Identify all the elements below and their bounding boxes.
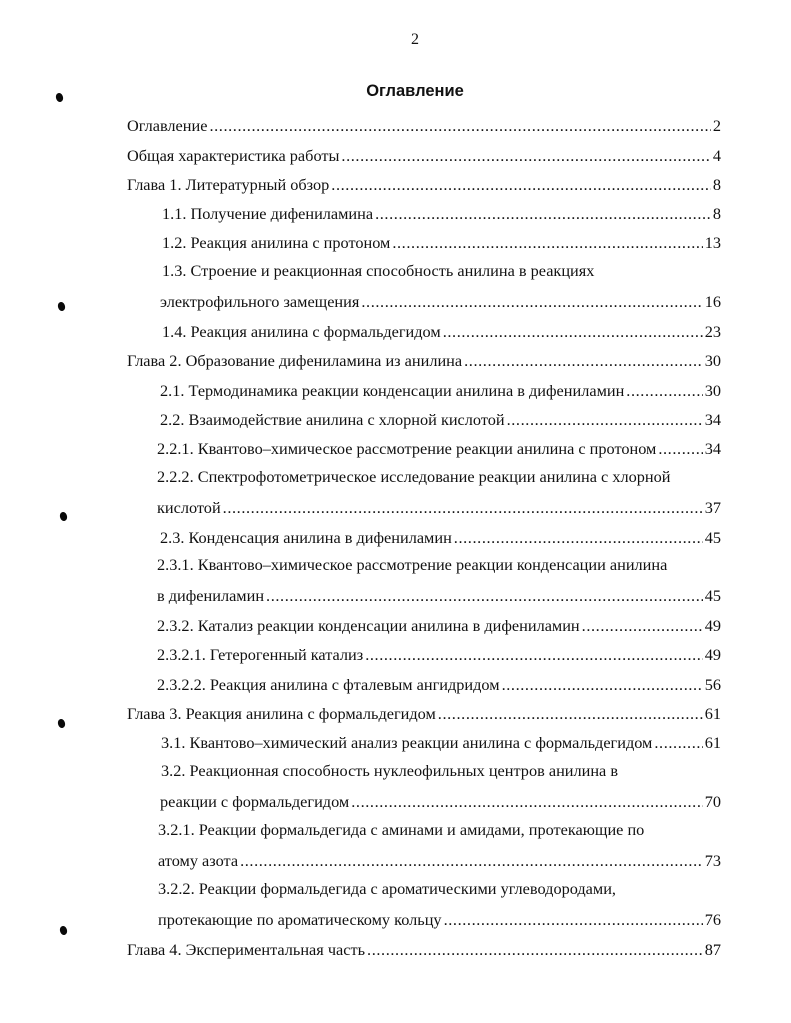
toc-entry-title: 3.1. Квантово–химический анализ реакции анилина с формальдегидом: [161, 733, 653, 752]
toc-entry-title: 1.4. Реакция анилина с формальдегидом: [162, 322, 441, 341]
toc-entry[interactable]: [158, 908, 721, 930]
toc-entry[interactable]: [127, 702, 721, 724]
toc-entry-title-continuation: кислотой: [157, 498, 221, 517]
toc-entry-title: 1.2. Реакция анилина с протоном: [162, 233, 391, 252]
toc-entry[interactable]: [160, 290, 721, 312]
toc-entry[interactable]: [157, 673, 721, 695]
toc-entry-title-continuation: в дифениламин: [157, 586, 265, 605]
toc-entry-page: 8: [712, 175, 721, 194]
toc-entry-title: Глава 2. Образование дифениламина из анилина: [127, 351, 463, 370]
toc-dot-leader: [341, 146, 710, 166]
toc-entry-title-continuation: реакции с формальдегидом: [160, 792, 350, 811]
toc-entry[interactable]: [160, 526, 721, 548]
toc-dot-leader: [464, 351, 703, 371]
toc-entry-page: 34: [704, 410, 721, 429]
toc-entry-page: 45: [704, 528, 721, 547]
toc-entry-page: 16: [704, 292, 721, 311]
toc-entry[interactable]: [127, 173, 721, 195]
toc-entry-page: 8: [712, 204, 721, 223]
toc-entry-page: 49: [704, 616, 721, 635]
toc-entry[interactable]: [127, 938, 721, 960]
toc-entry[interactable]: [127, 349, 721, 371]
toc-entry-title: 2.3.2. Катализ реакции конденсации анилина в дифениламин: [157, 616, 580, 635]
toc-entry-title-line1[interactable]: 1.3. Строение и реакционная способность анилина в реакциях: [162, 261, 595, 280]
toc-entry-title: Глава 1. Литературный обзор: [127, 175, 330, 194]
toc-entry-page: 4: [712, 146, 721, 165]
toc-dot-leader: [392, 233, 702, 253]
toc-entry[interactable]: [157, 614, 721, 636]
toc-entry-title: Оглавление: [127, 116, 208, 135]
toc-entry-page: 30: [704, 351, 721, 370]
toc-dot-leader: [209, 116, 710, 136]
toc-entry-page: 13: [704, 233, 721, 252]
toc-dot-leader: [331, 175, 711, 195]
toc-entry[interactable]: [127, 114, 721, 136]
toc-dot-leader: [507, 410, 703, 430]
toc-entry-title: 2.2.1. Квантово–химическое рассмотрение реакции анилина с протоном: [157, 439, 657, 458]
toc-entry[interactable]: [162, 320, 721, 342]
toc-dot-leader: [454, 528, 703, 548]
toc-entry-title-line1[interactable]: 2.3.1. Квантово–химическое рассмотрение реакции конденсации анилина: [157, 555, 668, 574]
binding-hole-mark: [57, 301, 67, 312]
toc-dot-leader: [444, 910, 703, 930]
toc-dot-leader: [654, 733, 702, 753]
toc-entry[interactable]: [160, 379, 721, 401]
binding-hole-mark: [57, 718, 67, 729]
toc-entry[interactable]: [157, 437, 721, 459]
toc-entry[interactable]: [161, 731, 721, 753]
toc-entry-title: Глава 4. Экспериментальная часть: [127, 940, 366, 959]
toc-entry[interactable]: [157, 584, 721, 606]
toc-entry-page: 76: [704, 910, 721, 929]
toc-entry-title: 1.1. Получение дифениламина: [162, 204, 374, 223]
toc-dot-leader: [365, 645, 703, 665]
toc-entry-page: 87: [704, 940, 721, 959]
toc-entry-page: 61: [704, 733, 721, 752]
toc-entry-title: Общая характеристика работы: [127, 146, 340, 165]
toc-entry-title: 2.1. Термодинамика реакции конденсации анилина в дифениламин: [160, 381, 625, 400]
toc-dot-leader: [375, 204, 711, 224]
page-number: 2: [411, 31, 419, 48]
toc-entry-page: 49: [704, 645, 721, 664]
toc-entry-page: 61: [704, 704, 721, 723]
toc-entry-title-continuation: атому азота: [158, 851, 239, 870]
toc-dot-leader: [443, 322, 703, 342]
toc-entry-page: 56: [704, 675, 721, 694]
toc-dot-leader: [626, 381, 702, 401]
toc-entry-title-continuation: протекающие по ароматическому кольцу: [158, 910, 442, 929]
toc-entry-title: 2.2. Взаимодействие анилина с хлорной кислотой: [160, 410, 505, 429]
toc-entry-page: 30: [704, 381, 721, 400]
toc-entry-page: 23: [704, 322, 721, 341]
toc-entry-title-continuation: электрофильного замещения: [160, 292, 360, 311]
toc-entry-title-line1[interactable]: 2.2.2. Спектрофотометрическое исследование реакции анилина с хлорной: [157, 467, 671, 486]
toc-dot-leader: [658, 439, 702, 459]
toc-entry-title-line1[interactable]: 3.2.2. Реакции формальдегида с ароматическими углеводородами,: [158, 879, 616, 898]
toc-entry-page: 37: [704, 498, 721, 517]
toc-entry[interactable]: [160, 408, 721, 430]
toc-entry-page: 45: [704, 586, 721, 605]
toc-entry-title: 2.3.2.2. Реакция анилина с фталевым ангидридом: [157, 675, 500, 694]
toc-dot-leader: [266, 586, 703, 606]
toc-entry-title-line1[interactable]: 3.2. Реакционная способность нуклеофильных центров анилина в: [161, 761, 619, 780]
toc-entry[interactable]: [162, 231, 721, 253]
toc-dot-leader: [351, 792, 702, 812]
toc-entry-title: 2.3.2.1. Гетерогенный катализ: [157, 645, 364, 664]
toc-entry[interactable]: [127, 144, 721, 166]
toc-entry[interactable]: [158, 849, 721, 871]
toc-dot-leader: [502, 675, 703, 695]
toc-entry-page: 34: [704, 439, 721, 458]
toc-entry[interactable]: [157, 643, 721, 665]
toc-dot-leader: [438, 704, 703, 724]
toc-entry-title-line1[interactable]: 3.2.1. Реакции формальдегида с аминами и амидами, протекающие по: [158, 820, 645, 839]
toc-dot-leader: [367, 940, 703, 960]
toc-dot-leader: [240, 851, 703, 871]
toc-dot-leader: [582, 616, 703, 636]
toc-entry[interactable]: [162, 202, 721, 224]
toc-title: Оглавление: [366, 82, 464, 100]
toc-entry-title: 2.3. Конденсация анилина в дифениламин: [160, 528, 452, 547]
binding-hole-mark: [59, 925, 69, 936]
toc-dot-leader: [223, 498, 703, 518]
toc-entry-title: Глава 3. Реакция анилина с формальдегидом: [127, 704, 436, 723]
toc-entry-page: 73: [704, 851, 721, 870]
toc-entry[interactable]: [157, 496, 721, 518]
toc-dot-leader: [361, 292, 702, 312]
toc-entry-page: 2: [712, 116, 721, 135]
binding-hole-mark: [59, 511, 69, 522]
toc-entry-page: 70: [704, 792, 721, 811]
toc-entry[interactable]: [160, 790, 721, 812]
